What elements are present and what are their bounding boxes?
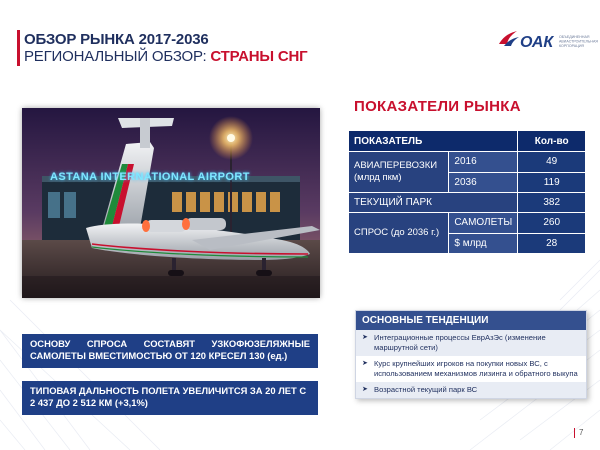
- arrow-right-icon: ➤: [362, 360, 368, 367]
- logo-subtitle-line-3: КОРПОРАЦИЯ: [559, 44, 585, 48]
- trends-box: [355, 310, 587, 399]
- market-table-header: [349, 131, 585, 151]
- year-2016: 2016: [449, 152, 517, 172]
- trend-text: Возрастной текущий парк ВС: [374, 385, 478, 394]
- planes-value: 260: [518, 213, 585, 233]
- table-row: [349, 193, 585, 212]
- arrow-right-icon: ➤: [362, 334, 368, 341]
- demand-basis-box: [22, 334, 318, 368]
- list-item: [356, 356, 586, 382]
- trends-title: ОСНОВНЫЕ ТЕНДЕНЦИИ: [356, 311, 586, 330]
- list-item: [356, 330, 586, 356]
- market-section-title: ПОКАЗАТЕЛИ РЫНКА: [354, 98, 521, 115]
- trend-text: Интеграционные процессы ЕврАзЭс (изменение маршрутной сети): [374, 333, 546, 352]
- flight-range-text: ТИПОВАЯ ДАЛЬНОСТЬ ПОЛЕТА УВЕЛИЧИТСЯ ЗА 20 ЛЕТ С 2 437 ДО 2 512 КМ (+3,1%): [30, 385, 307, 408]
- list-item: [356, 382, 586, 398]
- logo-subtitle-line-1: ОБЪЕДИНЕННАЯ: [559, 35, 590, 39]
- flight-range-box: [22, 381, 318, 415]
- subtitle-prefix: РЕГИОНАЛЬНЫЙ ОБЗОР:: [24, 48, 211, 65]
- market-table: [348, 130, 586, 254]
- page-title: ОБЗОР РЫНКА 2017-2036: [24, 31, 209, 48]
- arrow-right-icon: ➤: [362, 386, 368, 393]
- page-subtitle: [24, 48, 307, 65]
- value-2036: 119: [518, 173, 585, 193]
- table-row: [349, 213, 585, 233]
- usd-label: $ млрд: [449, 234, 517, 254]
- value-2016: 49: [518, 152, 585, 172]
- fleet-value: 382: [518, 193, 585, 212]
- title-accent-bar: [17, 30, 20, 66]
- logo-subtitle-line-2: АВИАСТРОИТЕЛЬНАЯ: [559, 39, 598, 44]
- usd-value: 28: [518, 234, 585, 254]
- airport-sign: ASTANA INTERNATIONAL AIRPORT: [50, 171, 250, 183]
- fleet-label: ТЕКУЩИЙ ПАРК: [349, 193, 517, 212]
- demand-basis-text: ОСНОВУ СПРОСА СОСТАВЯТ УЗКОФЮЗЕЛЯЖНЫЕ: [30, 338, 310, 349]
- trend-text: Курс крупнейших игроков на покупки новых ВС, с использованием механизмов лизинга и обратного выкупа: [374, 359, 578, 378]
- demand-label: СПРОС (до 2036 г.): [349, 213, 448, 253]
- air-traffic-label: АВИАПЕРЕВОЗКИ (млрд пкм): [349, 152, 448, 192]
- table-row: [349, 152, 585, 172]
- planes-label: САМОЛЕТЫ: [449, 213, 517, 233]
- demand-basis-text-last: САМОЛЕТЫ ВМЕСТИМОСТЬЮ ОТ 120 КРЕСЕЛ 130 (ед.): [30, 349, 288, 361]
- logo-brand: ОАК: [520, 34, 554, 51]
- col-count: Кол-во: [518, 131, 585, 151]
- uac-logo: [497, 25, 598, 55]
- airport-photo-illustration: [22, 108, 320, 298]
- col-indicator: ПОКАЗАТЕЛЬ: [349, 131, 517, 151]
- airport-photo: [22, 108, 320, 298]
- page-number: 7: [574, 428, 583, 438]
- logo-bird-icon: [499, 31, 519, 46]
- year-2036: 2036: [449, 173, 517, 193]
- subtitle-region: СТРАНЫ СНГ: [210, 48, 308, 65]
